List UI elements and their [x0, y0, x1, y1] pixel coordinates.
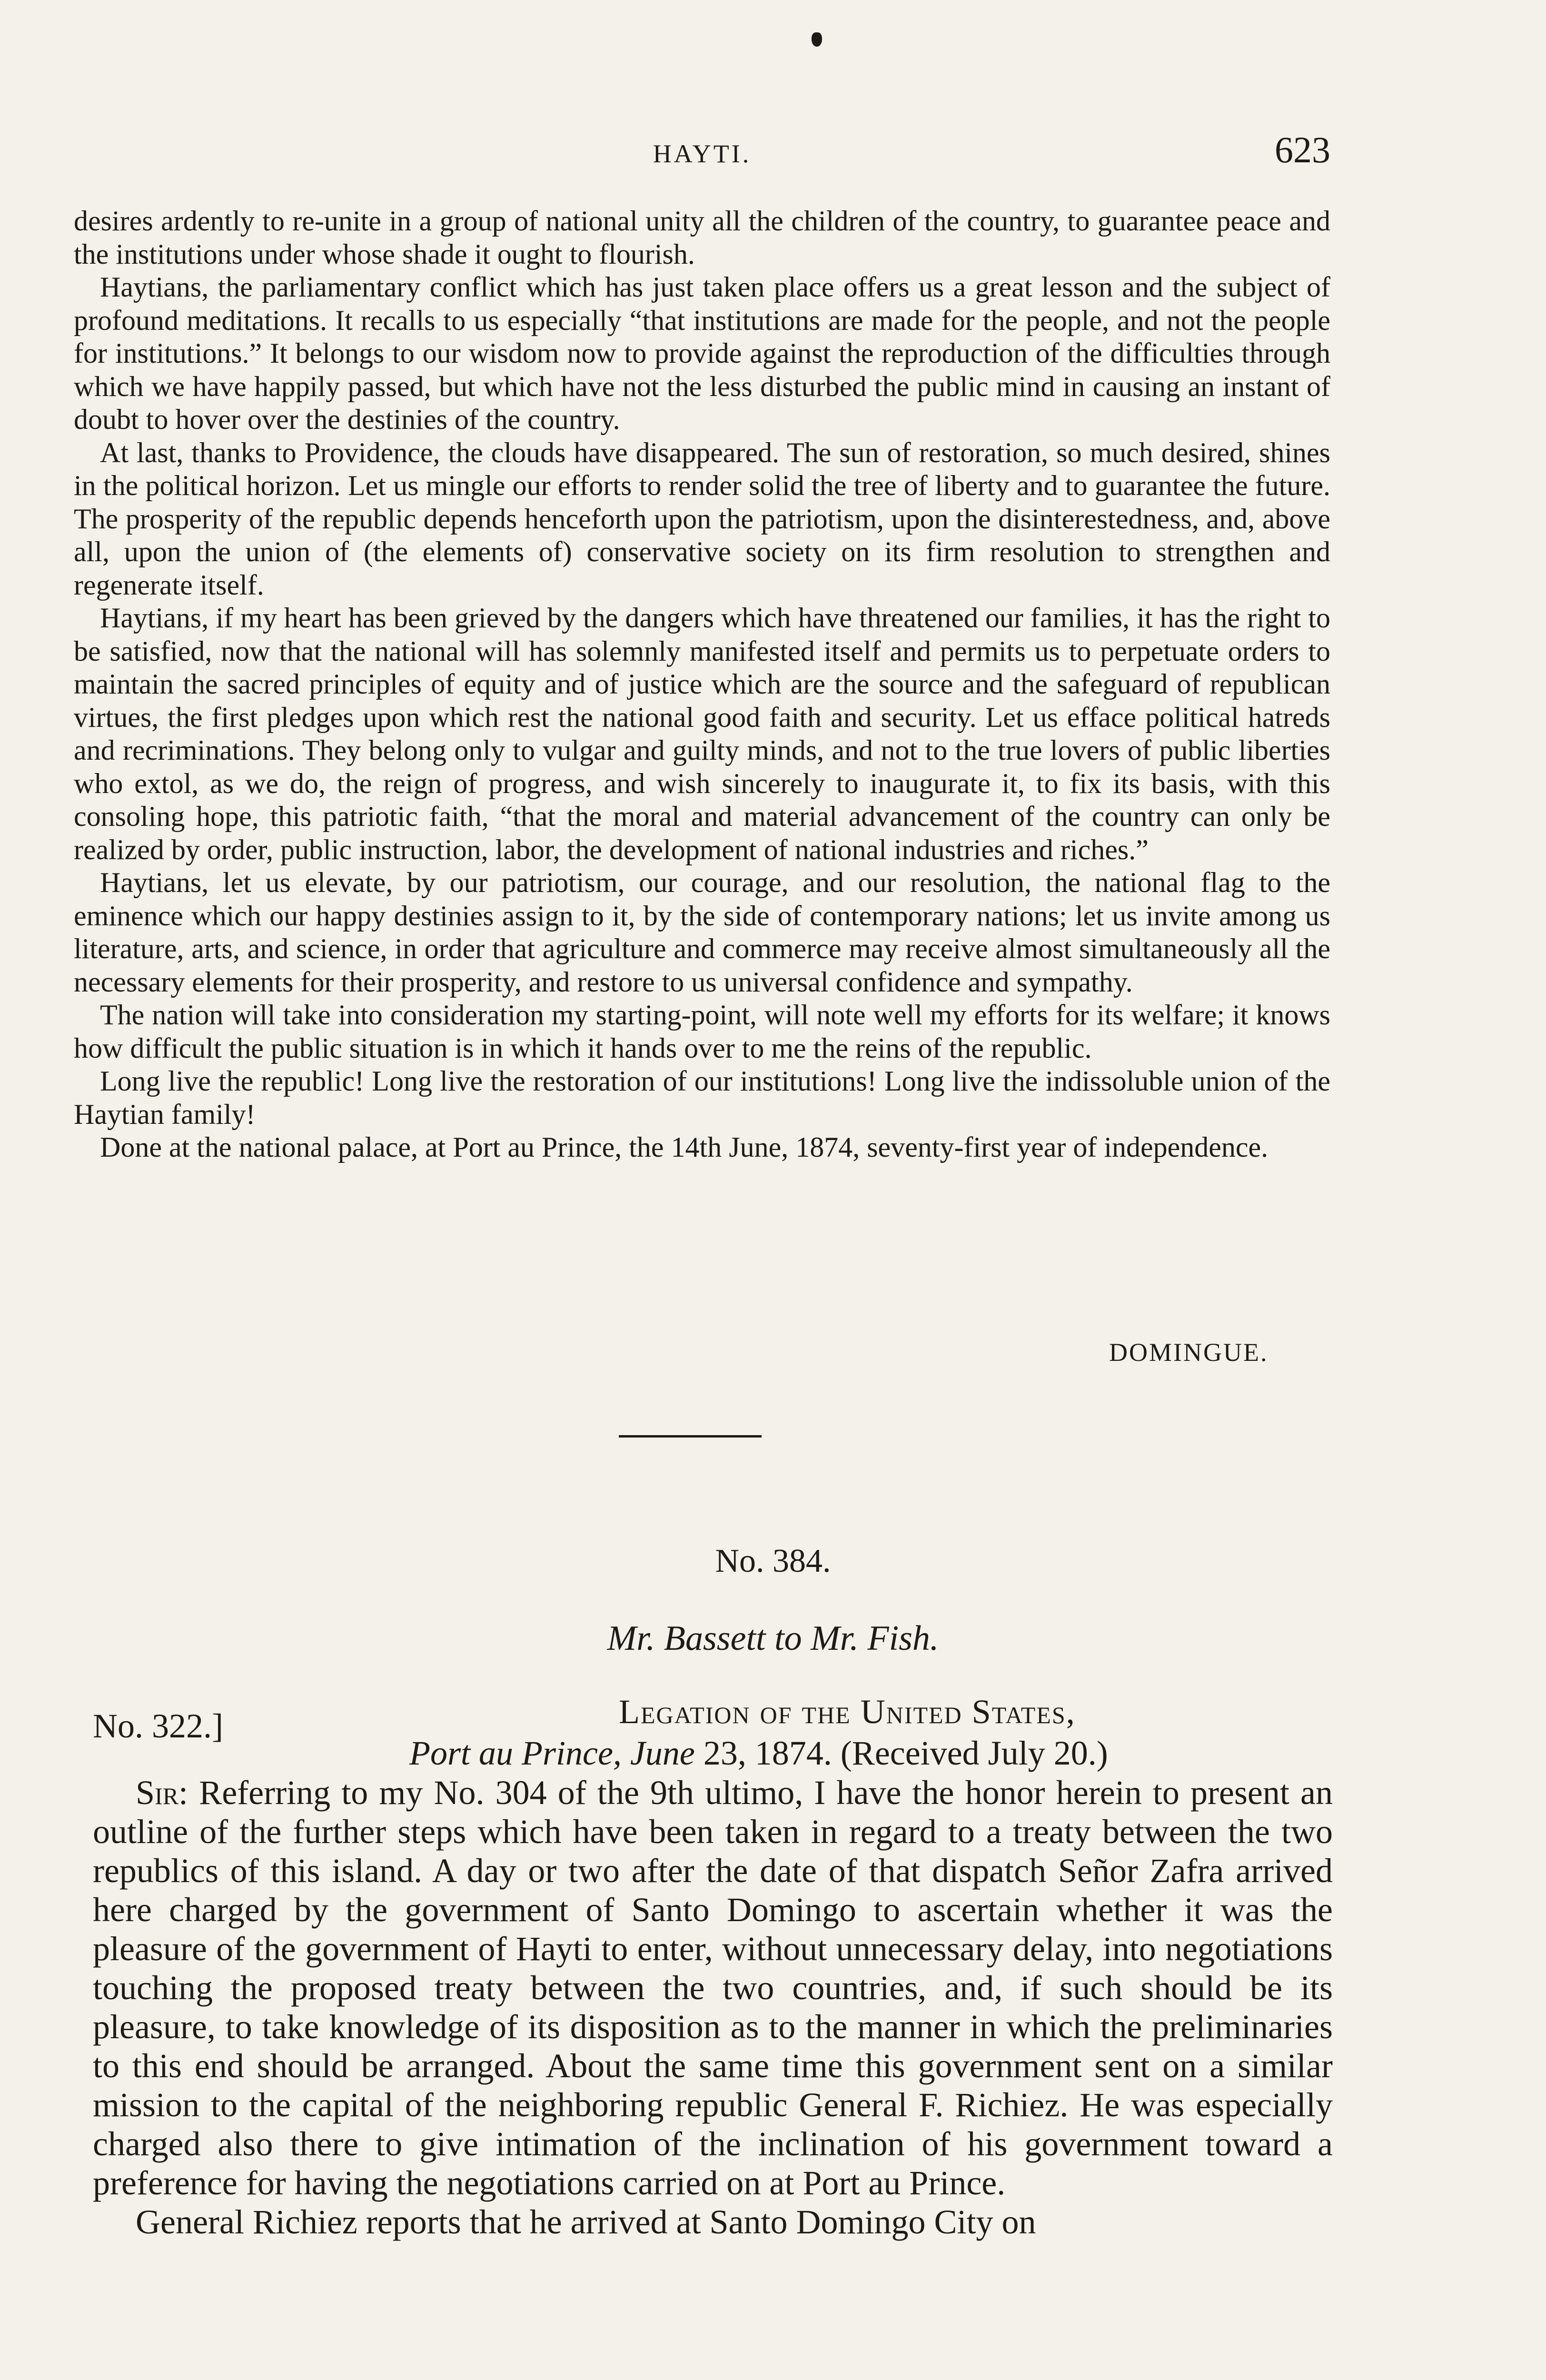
proclamation-paragraph: Haytians, let us elevate, by our patriotism, our courage, and our resolution, the national flag to the eminence which our happy destinies assign to it, by the side of contemporary nations; let us invite among us literature, arts, and science, in order that agriculture and commerce may receive almost simultaneously all the necessary elements for their prosperity, and restore to us universal confidence and sympathy. [74, 867, 1330, 998]
dateline-date: 23, 1874. (Received July 20.) [694, 1734, 1108, 1772]
legation-heading: Legation of the United States, [619, 1693, 1076, 1731]
proclamation-paragraph: Haytians, if my heart has been grieved by the dangers which have threatened our families, it has the right to be satisfied, now that the national will has solemnly manifested itself and permits us to perpetuate orders to maintain the sacred principles of equity and of justice which are the source and the safeguard of republican virtues, the first pledges upon which rest the national good faith and security. Let us efface political hatreds and recriminations. They belong only to vulgar and guilty minds, and not to the true lovers of public liberties who extol, as we do, the reign of progress, and wish sincerely to inaugurate it, to fix its basis, with this consoling hope, this patriotic faith, “that the moral and material advancement of the country can only be realized by order, public instruction, labor, the development of national industries and riches.” [74, 602, 1330, 865]
dispatch-paragraph-text: Referring to my No. 304 of the 9th ultimo, I have the honor herein to present an outline of the further steps which have been taken in regard to a treaty between the two republics of this island. A day or two after the date of that dispatch Señor Zafra arrived here charged by the government of Santo Domingo to ascertain whether it was the pleasure of the government of Hayti to enter, without unnecessary delay, into negotiations touching the proposed treaty between the two countries, and, if such should be its pleasure, to take knowledge of its disposition as to the manner in which the preliminaries to this end should be arranged. About the same time this government sent on a similar mission to the capital of the neighboring republic General F. Richiez. He was especially charged also there to give intimation of the inclination of his government toward a preference for having the negotiations carried on at Port au Prince. [93, 1774, 1333, 2202]
dispatch-reference: No. 322.] [93, 1707, 223, 1745]
signature: DOMINGUE. [1109, 1338, 1269, 1367]
running-header [74, 129, 1330, 176]
dispatch-paragraph [93, 1773, 1333, 2202]
document-number: No. 384. [715, 1543, 831, 1579]
proclamation-paragraph: desires ardently to re-unite in a group of national unity all the children of the country, to guarantee peace and the institutions under whose shade it ought to flourish. [74, 205, 1330, 270]
dateline-place: Port au Prince, June [409, 1734, 695, 1772]
proclamation-paragraph: The nation will take into consideration my starting-point, will note well my efforts for its welfare; it knows how difficult the public situation is in which it hands over to me the reins of the republic. [74, 999, 1330, 1064]
proclamation-paragraph: Haytians, the parliamentary conflict which has just taken place offers us a great lesson and the subject of profound meditations. It recalls to us especially “that institutions are made for the people, and not the people for institutions.” It belongs to our wisdom now to provide against the reproduction of the difficulties through which we have happily passed, but which have not the less disturbed the public mind in causing an instant of doubt to hover over the destinies of the country. [74, 271, 1330, 435]
section-divider [619, 1435, 762, 1438]
dateline [409, 1734, 1108, 1773]
dispatch-paragraph: General Richiez reports that he arrived at Santo Domingo City on [136, 2203, 1036, 2241]
document-title: Mr. Bassett to Mr. Fish. [607, 1619, 939, 1658]
ink-speck [812, 32, 822, 47]
dispatch-body [93, 1773, 1333, 2241]
salutation: Sir: [136, 1774, 188, 1812]
proclamation-paragraph: Long live the republic! Long live the restoration of our institutions! Long live the indissoluble union of the Haytian family! [74, 1065, 1330, 1130]
running-title: HAYTI. [653, 139, 752, 168]
proclamation-paragraph: At last, thanks to Providence, the clouds have disappeared. The sun of restoration, so much desired, shines in the political horizon. Let us mingle our efforts to render solid the tree of liberty and to guarantee the future. The prosperity of the republic depends henceforth upon the patriotism, upon the disinterestedness, and, above all, upon the union of (the elements of) conservative society on its firm resolution to strengthen and regenerate itself. [74, 436, 1330, 601]
page-number: 623 [1275, 129, 1330, 170]
proclamation-paragraph: Done at the national palace, at Port au Prince, the 14th June, 1874, seventy-first year of independence. [100, 1131, 1269, 1163]
proclamation-text [74, 205, 1330, 1164]
